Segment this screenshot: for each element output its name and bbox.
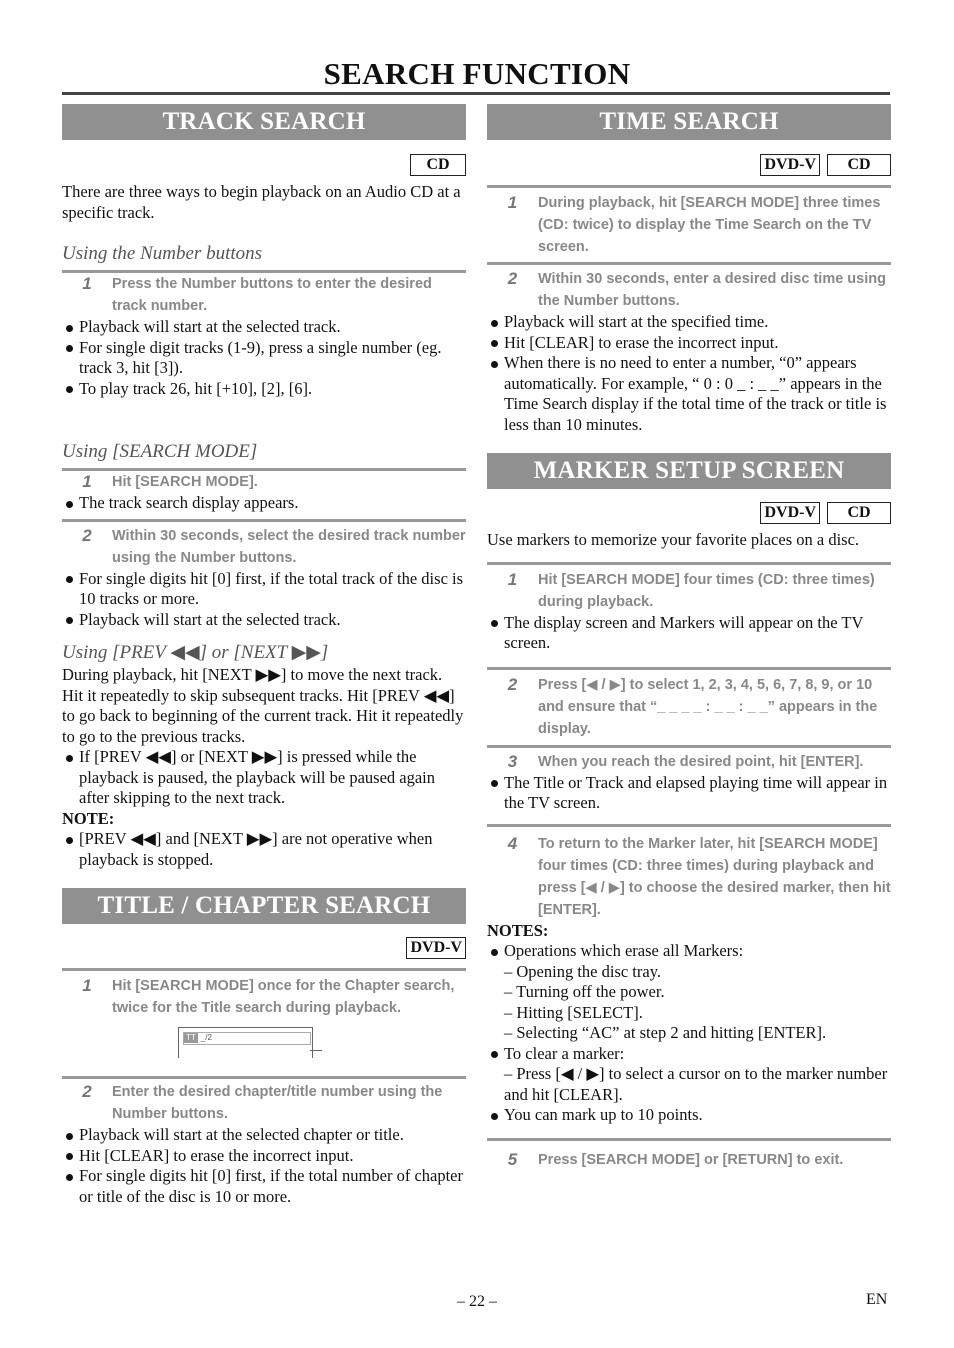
list-item: – Opening the disc tray. (504, 961, 662, 981)
page-number: – 22 – (457, 1293, 497, 1310)
step-3 (487, 751, 891, 773)
step-text: Hit [SEARCH MODE]. (112, 474, 258, 490)
prev-next-bullets (62, 747, 466, 809)
list-item: For single digits hit [0] first, if the total track of the disc is 10 tracks or more. (62, 569, 466, 610)
step-1 (62, 975, 466, 1019)
title-chapter-heading: TITLE / CHAPTER SEARCH (62, 888, 466, 924)
list-item: If [PREV ◀◀] or [NEXT ▶▶] is pressed while the playback is paused, the playback will be paused again after skipping to the next track. (62, 747, 466, 809)
step-number: 5 (507, 1149, 518, 1169)
section-rule (487, 185, 891, 188)
list-item: To clear a marker: (487, 1044, 891, 1065)
left-column (62, 104, 466, 1207)
search-mode-subhead: Using [SEARCH MODE] (62, 441, 258, 462)
number-buttons-subhead: Using the Number buttons (62, 243, 263, 264)
list-item: Playback will start at the specified time. (487, 312, 891, 333)
osd-value: _/2 (200, 1033, 212, 1042)
list-item: Hit [CLEAR] to erase the incorrect input. (487, 333, 891, 354)
section-rule (62, 968, 466, 971)
list-item: Operations which erase all Markers: (487, 941, 891, 962)
list-item: Playback will start at the selected chapter or title. (62, 1125, 466, 1146)
notes-label: NOTES: (487, 920, 549, 940)
step-number: 4 (507, 833, 518, 853)
list-item: For single digits hit [0] first, if the total number of chapter or title of the disc is 10 or more. (62, 1166, 466, 1207)
step-2 (62, 525, 466, 569)
badge-cd: CD (410, 154, 466, 176)
section-rule (62, 1076, 466, 1079)
osd-tag: TT (186, 1033, 196, 1042)
step-number: 3 (507, 751, 518, 771)
time-search-badges (487, 154, 891, 176)
badge-dvd-v: DVD-V (406, 937, 466, 959)
prev-next-body: During playback, hit [NEXT ▶▶] to move the next track. Hit it repeatedly to skip subsequent tracks. Hit [PREV ◀◀] to go back to beginning of the current track. Hit it repeatedly to go to the previous tracks. (62, 665, 464, 746)
step-number: 2 (82, 525, 92, 545)
step-4 (487, 833, 891, 921)
osd-display (178, 1027, 313, 1058)
step-text: Press [SEARCH MODE] or [RETURN] to exit. (538, 1151, 844, 1168)
list-item: Playback will start at the selected track. (62, 317, 466, 338)
badge-cd: CD (827, 502, 891, 524)
marker-step3-bullets (487, 773, 891, 814)
list-item: Playback will start at the selected track. (62, 610, 466, 631)
search-mode-step2-bullets (62, 569, 466, 631)
step-text: Press the Number buttons to enter the desired track number. (112, 276, 432, 314)
step-text: When you reach the desired point, hit [ENTER]. (538, 753, 864, 770)
step-2 (62, 1081, 466, 1125)
list-item: – Selecting “AC” at step 2 and hitting [ENTER]. (504, 1023, 827, 1042)
track-search-badges (62, 154, 466, 176)
marker-intro: Use markers to memorize your favorite places on a disc. (487, 530, 860, 549)
title-chapter-badges (62, 937, 466, 959)
search-mode-step1-bullets (62, 493, 466, 514)
note-bullets (62, 829, 466, 870)
time-search-bullets (487, 312, 891, 435)
osd-line (310, 1050, 322, 1051)
note-label: NOTE: (62, 808, 115, 828)
section-rule (487, 745, 891, 748)
language-code: EN (866, 1291, 888, 1308)
step-number: 1 (507, 193, 518, 212)
section-rule (487, 562, 891, 565)
section-rule (487, 262, 891, 265)
marker-step1-bullets (487, 613, 891, 654)
section-rule (487, 824, 891, 827)
step-number: 1 (507, 569, 518, 589)
osd-box (183, 1032, 311, 1045)
page-title: SEARCH FUNCTION (323, 56, 631, 91)
step-1 (487, 569, 891, 613)
step-text: Enter the desired chapter/title number using the Number buttons. (112, 1084, 443, 1122)
step-text: Hit [SEARCH MODE] once for the Chapter search, twice for the Title search during playback. (112, 978, 455, 1016)
list-item: When there is no need to enter a number, “0” appears automatically. For example, “ 0 : 0 _ : _ _” appears in the Time Search display if the total time of the track or title is less than 10 minutes. (487, 353, 891, 435)
section-rule (487, 667, 891, 670)
step-text: To return to the Marker later, hit [SEARCH MODE] four times (CD: three times) during playback and press [◀ / ▶] to choose the desired marker, then hit [ENTER]. (538, 835, 891, 918)
badge-dvd-v: DVD-V (760, 502, 820, 524)
list-item: For single digit tracks (1-9), press a single number (eg. track 3, hit [3]). (62, 338, 466, 379)
section-rule (487, 1138, 891, 1141)
badge-cd: CD (827, 154, 891, 176)
number-buttons-bullets (62, 317, 466, 399)
notes-list (487, 941, 891, 1126)
marker-setup-heading: MARKER SETUP SCREEN (487, 453, 891, 489)
step-1 (487, 192, 891, 258)
title-rule (62, 92, 890, 95)
right-column (487, 104, 891, 1171)
step-2 (487, 268, 891, 312)
step-text: Hit [SEARCH MODE] four times (CD: three times) during playback. (538, 571, 875, 610)
step-1 (62, 471, 466, 493)
step-number: 1 (82, 472, 92, 491)
list-item: The track search display appears. (62, 493, 466, 514)
step-text: Press [◀ / ▶] to select 1, 2, 3, 4, 5, 6, 7, 8, 9, or 10 and ensure that “_ _ _ _ : _ _ : _ _” appears in the display. (538, 676, 878, 737)
step-number: 2 (507, 269, 518, 288)
step-2 (487, 674, 891, 740)
step-number: 1 (82, 274, 92, 293)
list-item: You can mark up to 10 points. (487, 1105, 891, 1126)
list-item: – Hitting [SELECT]. (504, 1002, 643, 1022)
time-search-heading: TIME SEARCH (487, 104, 891, 140)
step-text: Within 30 seconds, enter a desired disc time using the Number buttons. (538, 271, 886, 309)
step-number: 2 (82, 1082, 92, 1101)
list-item: Hit [CLEAR] to erase the incorrect input. (62, 1146, 466, 1167)
marker-setup-badges (487, 502, 891, 524)
list-item: The Title or Track and elapsed playing time will appear in the TV screen. (487, 773, 891, 814)
list-item: The display screen and Markers will appear on the TV screen. (487, 613, 891, 654)
list-item: [PREV ◀◀] and [NEXT ▶▶] are not operative when playback is stopped. (62, 829, 466, 870)
step-text: During playback, hit [SEARCH MODE] three times (CD: twice) to display the Time Search on the TV screen. (538, 195, 881, 255)
track-search-heading: TRACK SEARCH (62, 104, 466, 140)
step-text: Within 30 seconds, select the desired track number using the Number buttons. (112, 527, 466, 566)
list-item: To play track 26, hit [+10], [2], [6]. (62, 379, 466, 400)
list-item: – Press [◀ / ▶] to select a cursor on to the marker number and hit [CLEAR]. (504, 1064, 888, 1104)
title-chapter-bullets (62, 1125, 466, 1207)
step-1 (62, 273, 466, 317)
track-search-intro: There are three ways to begin playback on an Audio CD at a specific track. (62, 182, 461, 222)
list-item: – Turning off the power. (504, 982, 665, 1001)
badge-dvd-v: DVD-V (760, 154, 820, 176)
step-5 (487, 1149, 891, 1171)
section-rule (62, 519, 466, 522)
prev-next-subhead: Using [PREV ◀◀] or [NEXT ▶▶] (62, 642, 329, 663)
step-number: 2 (507, 674, 518, 694)
step-number: 1 (82, 976, 92, 995)
